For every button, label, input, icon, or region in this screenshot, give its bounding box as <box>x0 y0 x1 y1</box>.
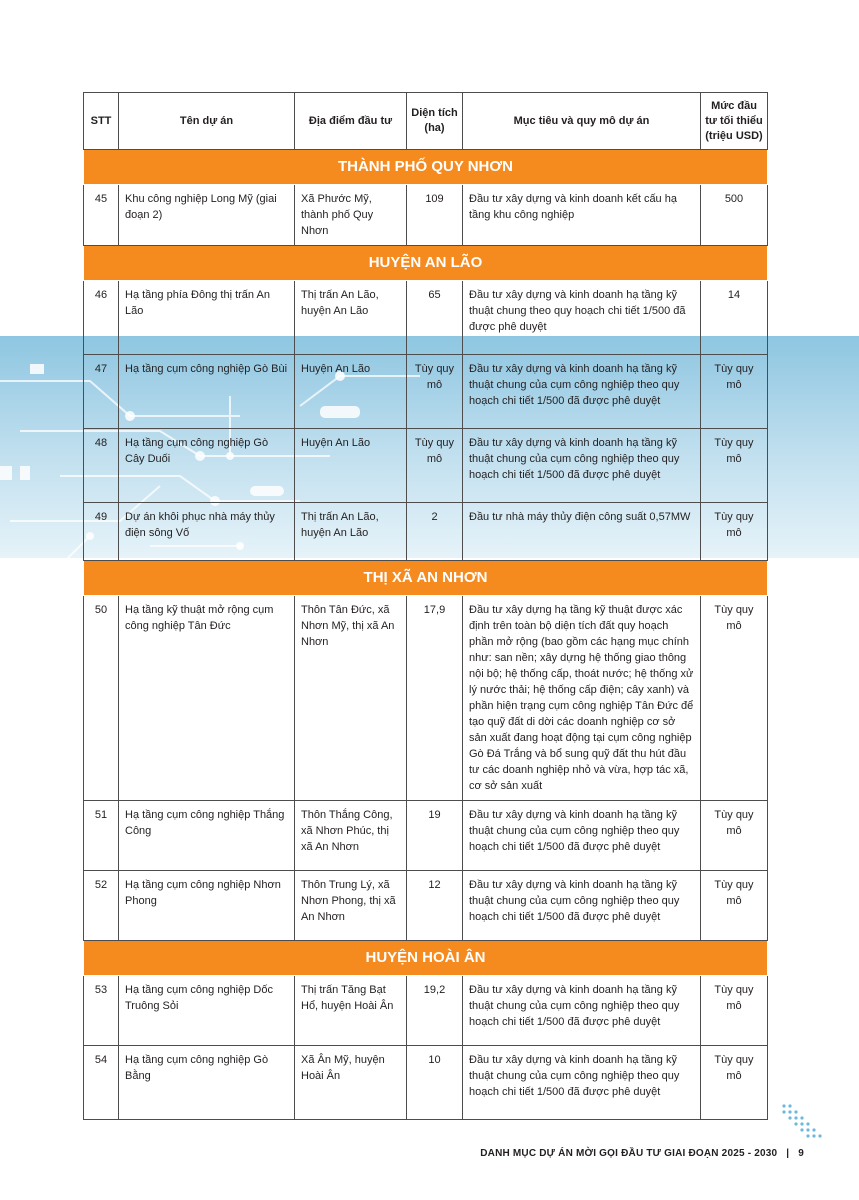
table-row <box>84 281 768 355</box>
cell-stt: 54 <box>84 1046 119 1120</box>
cell-location: Thôn Tân Đức, xã Nhơn Mỹ, thị xã An Nhơn <box>295 596 407 801</box>
cell-area: 65 <box>407 281 463 355</box>
cell-area: 2 <box>407 503 463 561</box>
cell-stt: 47 <box>84 355 119 429</box>
cell-area: 12 <box>407 871 463 941</box>
header-location: Địa điểm đầu tư <box>295 93 407 150</box>
section-row <box>84 150 768 185</box>
header-stt: STT <box>84 93 119 150</box>
cell-goal: Đầu tư xây dựng và kinh doanh hạ tầng kỹ thuật chung của cụm công nghiệp theo quy hoạch chi tiết 1/500 đã được phê duyệt <box>463 355 701 429</box>
cell-investment: Tùy quy mô <box>701 871 768 941</box>
cell-investment: Tùy quy mô <box>701 596 768 801</box>
table-row <box>84 801 768 871</box>
cell-location: Huyện An Lão <box>295 429 407 503</box>
cell-location: Thị trấn Tăng Bạt Hổ, huyện Hoài Ân <box>295 976 407 1046</box>
cell-area: 10 <box>407 1046 463 1120</box>
cell-goal: Đầu tư xây dựng và kinh doanh hạ tầng kỹ thuật chung của cụm công nghiệp theo quy hoạch chi tiết 1/500 đã được phê duyệt <box>463 429 701 503</box>
cell-stt: 45 <box>84 185 119 246</box>
cell-location: Thị trấn An Lão, huyện An Lão <box>295 503 407 561</box>
cell-goal: Đầu tư xây dựng và kinh doanh hạ tầng kỹ thuật chung của cụm công nghiệp theo quy hoạch chi tiết 1/500 đã được phê duyệt <box>463 976 701 1046</box>
table-row <box>84 1046 768 1120</box>
cell-investment: Tùy quy mô <box>701 1046 768 1120</box>
section-row <box>84 561 768 596</box>
cell-stt: 51 <box>84 801 119 871</box>
cell-investment: Tùy quy mô <box>701 976 768 1046</box>
cell-project-name: Hạ tầng kỹ thuật mở rộng cụm công nghiệp Tân Đức <box>119 596 295 801</box>
cell-goal: Đầu tư xây dựng và kinh doanh hạ tầng kỹ thuật chung theo quy hoạch chi tiết 1/500 đã được phê duyệt <box>463 281 701 355</box>
header-area: Diện tích (ha) <box>407 93 463 150</box>
cell-project-name: Hạ tầng cụm công nghiệp Thắng Công <box>119 801 295 871</box>
page-footer <box>480 1148 804 1159</box>
cell-area: Tùy quy mô <box>407 429 463 503</box>
cell-area: 19,2 <box>407 976 463 1046</box>
section-row <box>84 246 768 281</box>
cell-project-name: Hạ tầng cụm công nghiệp Gò Cây Duối <box>119 429 295 503</box>
section-title: HUYỆN HOÀI ÂN <box>84 941 768 976</box>
cell-stt: 50 <box>84 596 119 801</box>
cell-project-name: Hạ tầng cụm công nghiệp Dốc Truông Sỏi <box>119 976 295 1046</box>
cell-investment: 500 <box>701 185 768 246</box>
cell-stt: 52 <box>84 871 119 941</box>
table-row <box>84 503 768 561</box>
cell-investment: Tùy quy mô <box>701 503 768 561</box>
cell-investment: Tùy quy mô <box>701 429 768 503</box>
cell-stt: 53 <box>84 976 119 1046</box>
header-goal: Mục tiêu và quy mô dự án <box>463 93 701 150</box>
projects-table <box>83 92 768 1120</box>
dots-decoration <box>780 1102 824 1142</box>
cell-location: Thôn Trung Lý, xã Nhơn Phong, thị xã An Nhơn <box>295 871 407 941</box>
section-title: THÀNH PHỐ QUY NHƠN <box>84 150 768 185</box>
cell-location: Thôn Thắng Công, xã Nhơn Phúc, thị xã An Nhơn <box>295 801 407 871</box>
cell-investment: Tùy quy mô <box>701 355 768 429</box>
section-title: HUYỆN AN LÃO <box>84 246 768 281</box>
cell-stt: 46 <box>84 281 119 355</box>
footer-title: DANH MỤC DỰ ÁN MỜI GỌI ĐẦU TƯ GIAI ĐOẠN 2025 - 2030 <box>480 1148 778 1159</box>
section-title: THỊ XÃ AN NHƠN <box>84 561 768 596</box>
cell-area: Tùy quy mô <box>407 355 463 429</box>
table-row <box>84 355 768 429</box>
section-row <box>84 941 768 976</box>
page-number: 9 <box>798 1148 804 1159</box>
cell-goal: Đầu tư xây dựng hạ tầng kỹ thuật được xác định trên toàn bộ diện tích đất quy hoạch phần mở rộng (bao gồm các hạng mục chính như: san nền; xây dựng hệ thống giao thông nội bộ; hệ thống cấp, thoát nước; hệ thống xử lý nước thải; hệ thống cấp điện; cây xanh) và phần hiện trạng cụm công nghiệp Tân Đức để tạo quỹ đất di dời các doanh nghiệp cơ sở sản xuất đang hoạt động tại cụm công nghiệp Gò Đá Trắng và bổ sung quỹ đất thu hút đầu tư các doanh nghiệp nhỏ và vừa, hợp tác xã, cơ sở sản xuất <box>463 596 701 801</box>
cell-goal: Đầu tư xây dựng và kinh doanh hạ tầng kỹ thuật chung của cụm công nghiệp theo quy hoạch chi tiết 1/500 đã được phê duyệt <box>463 801 701 871</box>
table-row <box>84 596 768 801</box>
cell-project-name: Hạ tầng phía Đông thị trấn An Lão <box>119 281 295 355</box>
cell-goal: Đầu tư xây dựng và kinh doanh hạ tầng kỹ thuật chung của cụm công nghiệp theo quy hoạch chi tiết 1/500 đã được phê duyệt <box>463 871 701 941</box>
cell-investment: 14 <box>701 281 768 355</box>
cell-area: 109 <box>407 185 463 246</box>
table-row <box>84 871 768 941</box>
cell-location: Xã Ân Mỹ, huyện Hoài Ân <box>295 1046 407 1120</box>
table-row <box>84 429 768 503</box>
header-investment: Mức đầu tư tối thiểu (triệu USD) <box>701 93 768 150</box>
cell-stt: 48 <box>84 429 119 503</box>
cell-location: Thị trấn An Lão, huyện An Lão <box>295 281 407 355</box>
cell-project-name: Dự án khôi phục nhà máy thủy điện sông Vố <box>119 503 295 561</box>
cell-location: Xã Phước Mỹ, thành phố Quy Nhơn <box>295 185 407 246</box>
cell-goal: Đầu tư xây dựng và kinh doanh kết cấu hạ tầng khu công nghiệp <box>463 185 701 246</box>
header-project-name: Tên dự án <box>119 93 295 150</box>
cell-area: 19 <box>407 801 463 871</box>
cell-project-name: Hạ tầng cụm công nghiệp Gò Bằng <box>119 1046 295 1120</box>
table-header-row <box>84 93 768 150</box>
cell-project-name: Hạ tầng cụm công nghiệp Nhơn Phong <box>119 871 295 941</box>
table-row <box>84 185 768 246</box>
cell-area: 17,9 <box>407 596 463 801</box>
cell-investment: Tùy quy mô <box>701 801 768 871</box>
cell-goal: Đầu tư nhà máy thủy điện công suất 0,57MW <box>463 503 701 561</box>
cell-project-name: Hạ tầng cụm công nghiệp Gò Bùi <box>119 355 295 429</box>
footer-separator: | <box>786 1148 790 1159</box>
cell-location: Huyện An Lão <box>295 355 407 429</box>
cell-goal: Đầu tư xây dựng và kinh doanh hạ tầng kỹ thuật chung của cụm công nghiệp theo quy hoạch chi tiết 1/500 đã được phê duyệt <box>463 1046 701 1120</box>
cell-stt: 49 <box>84 503 119 561</box>
table-row <box>84 976 768 1046</box>
cell-project-name: Khu công nghiệp Long Mỹ (giai đoạn 2) <box>119 185 295 246</box>
